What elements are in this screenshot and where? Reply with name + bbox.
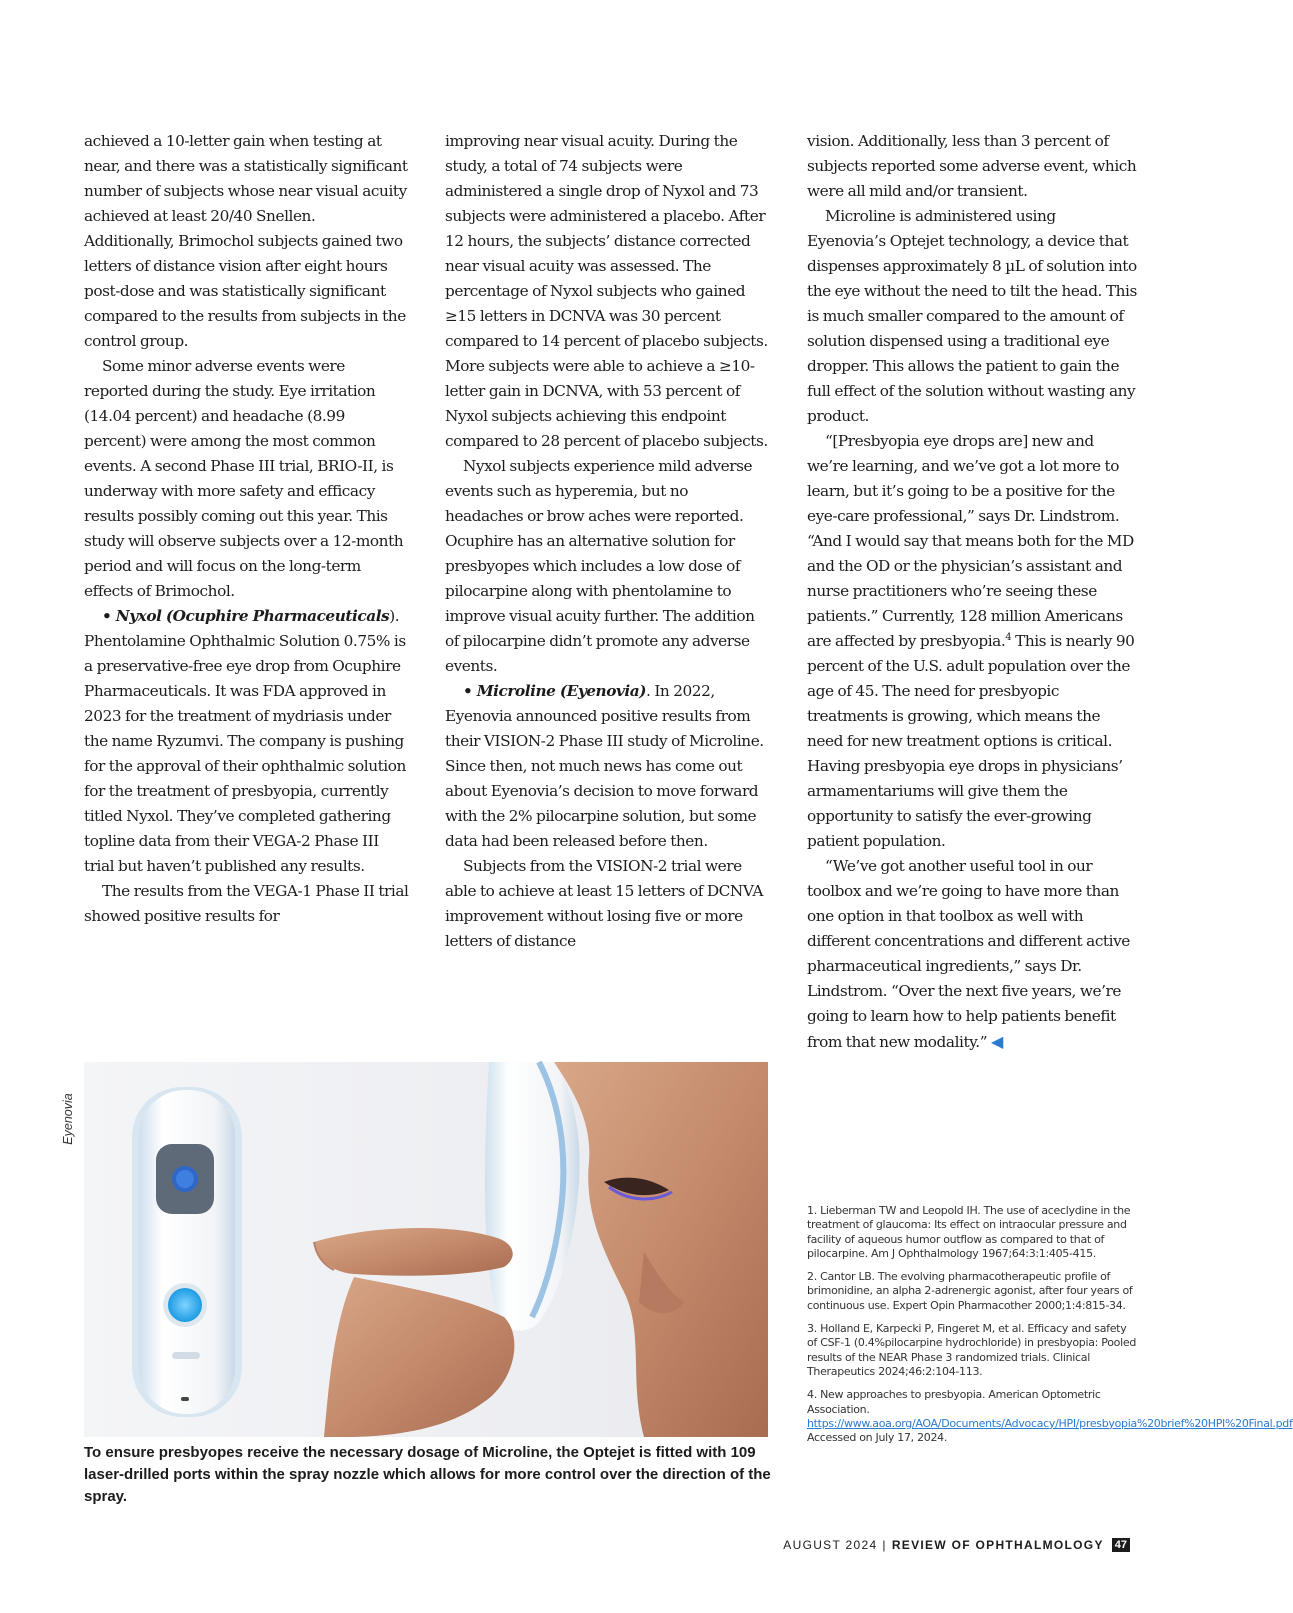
paragraph-text: ). Phentolamine Ophthalmic Solution 0.75% is a preservative-free eye drop from Ocuphire Pharmaceuticals. It was FDA approved in 2023 for the treatment of mydriasis under the name Ryzumvi. The company is pushing for the approval of their ophthalmic solution for the treatment of presbyopia, currently titled Nyxol. They’ve completed gathering topline data from their VEGA-2 Phase III trial but haven’t published any results.: [84, 607, 406, 875]
paragraph-text: This is nearly 90 percent of the U.S. adult population over the age of 45. The need for presbyopic treatments is growing, which means the need for new treatment options is critical. Having presbyopia eye drops in physicians’ armamentariums will give them the opportunity to satisfy the ever-growing patient population.: [807, 632, 1135, 850]
drug-heading-microline: • Microline (Eyenovia): [463, 682, 647, 700]
end-of-article-icon: ◀: [991, 1032, 1003, 1051]
paragraph-nyxol: [84, 604, 409, 879]
paragraph: improving near visual acuity. During the study, a total of 74 subjects were administered a single drop of Nyxol and 73 subjects were administered a placebo. After 12 hours, the subjects’ distance corrected near visual acuity was assessed. The percentage of Nyxol subjects who gained ≥15 letters in DCNVA was 30 percent compared to 14 percent of placebo subjects. More subjects were able to achieve a ≥10-letter gain in DCNVA, with 53 percent of Nyxol subjects achieving this endpoint compared to 28 percent of placebo subjects.: [445, 132, 768, 450]
paragraph: vision. Additionally, less than 3 percent of subjects reported some adverse event, which were all mild and/or transient.: [807, 132, 1137, 200]
reference-superscript: 4: [1005, 631, 1012, 643]
article-column-1: [84, 129, 409, 929]
reference-item: 1. Lieberman TW and Leopold IH. The use of aceclydine in the treatment of glaucoma: Its effect on intraocular pressure and facility of aqueous humor outflow as compared to that of pilocarpine. Am J Ophthalmology 1967;64:3:1:405-415.: [807, 1204, 1131, 1260]
reference-item: 2. Cantor LB. The evolving pharmacotherapeutic profile of brimonidine, an alpha 2-adrenergic agonist, after four years of continuous use. Expert Opin Pharmacother 2000;1:4:815-34.: [807, 1270, 1133, 1312]
reference-text: 4. New approaches to presbyopia. American Optometric Association.: [807, 1388, 1101, 1416]
reference-link[interactable]: https://www.aoa.org/AOA/Documents/Advocacy/HPI/presbyopia%20brief%20HPI%20Final.pdf: [807, 1416, 1293, 1430]
publication-name: REVIEW OF OPHTHALMOLOGY: [891, 1538, 1104, 1552]
paragraph-text: “We’ve got another useful tool in our toolbox and we’re going to have more than one option in that toolbox as well with different concentrations and different active pharmaceutical ingredients,” says Dr. Lindstrom. “Over the next five years, we’re going to learn how to help patients benefit from that new modality.”: [807, 857, 1130, 1051]
reference-item-4: [807, 1388, 1293, 1445]
reference-accessed: Accessed on July 17, 2024.: [807, 1431, 948, 1445]
paragraph: [807, 429, 1137, 854]
article-column-3: [807, 129, 1137, 1055]
drug-heading-nyxol: • Nyxol (Ocuphire Pharmaceuticals: [102, 607, 390, 625]
article-column-2: [445, 129, 770, 954]
paragraph: Subjects from the VISION-2 trial were able to achieve at least 15 letters of DCNVA improvement without losing five or more letters of distance: [445, 857, 764, 950]
photo-credit-text: Eyenovia: [61, 1093, 75, 1145]
paragraph: Microline is administered using Eyenovia’s Optejet technology, a device that dispenses approximately 8 µL of solution into the eye without the need to tilt the head. This is much smaller compared to the amount of solution dispensed using a traditional eye dropper. This allows the patient to gain the full effect of the solution without wasting any product.: [807, 207, 1137, 425]
optejet-illustration: [84, 1062, 768, 1437]
paragraph: achieved a 10-letter gain when testing at near, and there was a statistically significant number of subjects whose near visual acuity achieved at least 20/40 Snellen. Additionally, Brimochol subjects gained two letters of distance vision after eight hours post-dose and was statistically significant compared to the results from subjects in the control group.: [84, 132, 408, 350]
paragraph-text: . In 2022, Eyenovia announced positive results from their VISION-2 Phase III study of Microline. Since then, not much news has come out about Eyenovia’s decision to move forward with the 2% pilocarpine solution, but some data had been released before then.: [445, 682, 764, 850]
paragraph-microline: [445, 679, 770, 854]
paragraph: [807, 854, 1137, 1055]
paragraph: Nyxol subjects experience mild adverse events such as hyperemia, but no headaches or brow aches were reported. Ocuphire has an alternative solution for presbyopes which includes a low dose of pilocarpine along with phentolamine to improve visual acuity further. The addition of pilocarpine didn’t promote any adverse events.: [445, 457, 755, 675]
page-footer: [783, 1538, 1130, 1552]
issue-date: AUGUST 2024: [783, 1538, 878, 1552]
page-number: 47: [1112, 1538, 1130, 1552]
footer-separator: |: [882, 1538, 887, 1552]
photo-caption: To ensure presbyopes receive the necessary dosage of Microline, the Optejet is fitted with 109 laser-drilled ports within the spray nozzle which allows for more control over the direction of the spray.: [84, 1444, 771, 1505]
reference-item: 3. Holland E, Karpecki P, Fingeret M, et al. Efficacy and safety of CSF-1 (0.4%pilocarpine hydrochloride) in presbyopia: Pooled results of the NEAR Phase 3 randomized trials. Clinical Therapeutics 2024;46:2:104-113.: [807, 1322, 1136, 1378]
paragraph: The results from the VEGA-1 Phase II trial showed positive results for: [84, 882, 409, 925]
references-list: [807, 1204, 1293, 1454]
optejet-photo: [84, 1062, 768, 1437]
paragraph: Some minor adverse events were reported during the study. Eye irritation (14.04 percent) and headache (8.99 percent) were among the most common events. A second Phase III trial, BRIO-II, is underway with more safety and efficacy results possibly coming out this year. This study will observe subjects over a 12-month period and will focus on the long-term effects of Brimochol.: [84, 357, 404, 600]
paragraph-text: “[Presbyopia eye drops are] new and we’re learning, and we’ve got a lot more to learn, but it’s going to be a positive for the eye-care professional,” says Dr. Lindstrom. “And I would say that means both for the MD and the OD or the physician’s assistant and nurse practitioners who’re seeing these patients.” Currently, 128 million Americans are affected by presbyopia.: [807, 432, 1134, 650]
photo-credit: [56, 1070, 76, 1180]
